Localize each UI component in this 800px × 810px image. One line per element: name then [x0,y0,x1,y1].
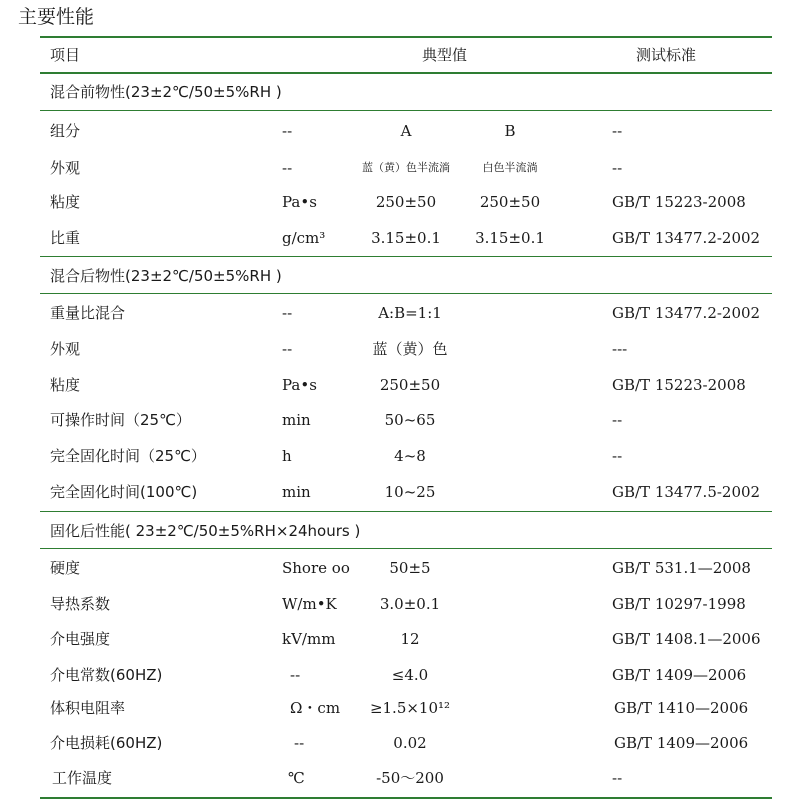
row-standard: GB/T 15223-2008 [612,193,746,211]
section-title-row [0,516,800,546]
header-typical: 典型值 [422,46,468,64]
row-standard: GB/T 1409—2006 [612,666,747,684]
row-name: 可操作时间（25℃） [50,411,191,429]
row-name: 外观 [50,340,81,358]
section-rule [40,548,772,549]
row-value-b: 白色半流淌 [482,161,538,174]
row-value-a: 250±50 [375,193,437,211]
row-standard: -- [612,447,623,465]
table-bottom-rule [40,797,772,799]
section-title: 固化后性能( 23±2℃/50±5%RH×24hours ) [50,522,361,540]
table-row [0,187,800,217]
table-row [0,116,800,146]
section-title: 混合前物性(23±2℃/50±5%RH ) [50,83,282,101]
table-row [0,334,800,364]
row-standard: -- [612,411,623,429]
row-unit: -- [294,734,305,752]
row-unit: W/m•K [282,595,337,613]
row-name: 介电常数(60HZ) [50,666,163,684]
row-standard: --- [612,340,628,358]
row-name: 重量比混合 [50,304,126,322]
table-header-row [0,40,800,70]
table-row [0,370,800,400]
row-value: 12 [400,630,420,648]
row-standard: GB/T 13477.2-2002 [612,304,761,322]
row-name: 工作温度 [52,769,113,787]
row-standard: GB/T 531.1—2008 [612,559,751,577]
table-row [0,153,800,183]
row-standard: -- [612,769,623,787]
row-value: ≤4.0 [391,666,429,684]
row-unit: min [282,411,311,429]
row-unit: -- [282,122,293,140]
row-value: 250±50 [379,376,441,394]
row-value: 4~8 [394,447,426,465]
row-standard: GB/T 1409—2006 [614,734,749,752]
row-name: 完全固化时间(100℃) [50,483,198,501]
table-row [0,589,800,619]
row-value: 50±5 [389,559,431,577]
row-unit: kV/mm [282,630,336,648]
row-standard: GB/T 13477.2-2002 [612,229,761,247]
table-row [0,441,800,471]
table-row [0,763,800,793]
section-title-row [0,261,800,291]
row-value: ≥1.5×10¹² [369,699,451,717]
header-standard: 测试标准 [636,46,697,64]
table-top-rule [40,36,772,38]
row-unit: g/cm³ [282,229,326,247]
row-standard: -- [612,159,623,177]
row-value: 10~25 [384,483,436,501]
table-row [0,405,800,435]
section-rule [40,293,772,294]
row-value: A:B=1:1 [378,304,442,322]
row-name: 外观 [50,159,81,177]
row-unit: min [282,483,311,501]
row-unit: -- [282,159,293,177]
section-title: 混合后物性(23±2℃/50±5%RH ) [50,267,282,285]
row-value: 0.02 [393,734,427,752]
table-row [0,624,800,654]
row-standard: GB/T 10297-1998 [612,595,746,613]
row-name: 粘度 [50,193,81,211]
row-unit: ℃ [288,769,305,787]
table-row [0,298,800,328]
row-name: 介电损耗(60HZ) [50,734,163,752]
row-standard: GB/T 1408.1—2006 [612,630,761,648]
table-row [0,728,800,758]
row-unit: -- [290,666,301,684]
table-row [0,553,800,583]
row-name: 硬度 [50,559,81,577]
row-value: 3.0±0.1 [379,595,441,613]
row-unit: -- [282,304,293,322]
row-unit: Shore oo [282,559,350,577]
row-value-a: A [400,122,412,140]
row-name: 组分 [50,122,81,140]
section-title-row [0,77,800,107]
table-row [0,660,800,690]
document-title: 主要性能 [18,6,95,28]
header-item: 项目 [50,46,81,64]
row-value: 50~65 [384,411,436,429]
row-value: 蓝（黄）色 [372,340,448,358]
section-rule [40,511,772,512]
row-unit: Pa•s [282,376,317,394]
row-unit: Pa•s [282,193,317,211]
row-standard: GB/T 1410—2006 [614,699,749,717]
row-value-b: 250±50 [479,193,541,211]
section-rule [40,110,772,111]
row-unit: -- [282,340,293,358]
section-rule [40,256,772,257]
row-name: 导热系数 [50,595,111,613]
row-unit: Ω・cm [290,699,341,717]
row-standard: GB/T 15223-2008 [612,376,746,394]
row-name: 粘度 [50,376,81,394]
row-standard: GB/T 13477.5-2002 [612,483,761,501]
row-standard: -- [612,122,623,140]
header-rule [40,72,772,74]
row-value-a: 蓝（黄）色半流淌 [362,161,450,174]
table-row [0,223,800,253]
table-row [0,693,800,723]
row-value-b: B [504,122,516,140]
row-value-b: 3.15±0.1 [475,229,545,247]
row-name: 体积电阻率 [50,699,126,717]
row-unit: h [282,447,292,465]
row-name: 比重 [50,229,81,247]
row-value: -50～200 [376,769,444,787]
table-row [0,477,800,507]
row-name: 完全固化时间（25℃） [50,447,206,465]
row-name: 介电强度 [50,630,111,648]
row-value-a: 3.15±0.1 [371,229,441,247]
